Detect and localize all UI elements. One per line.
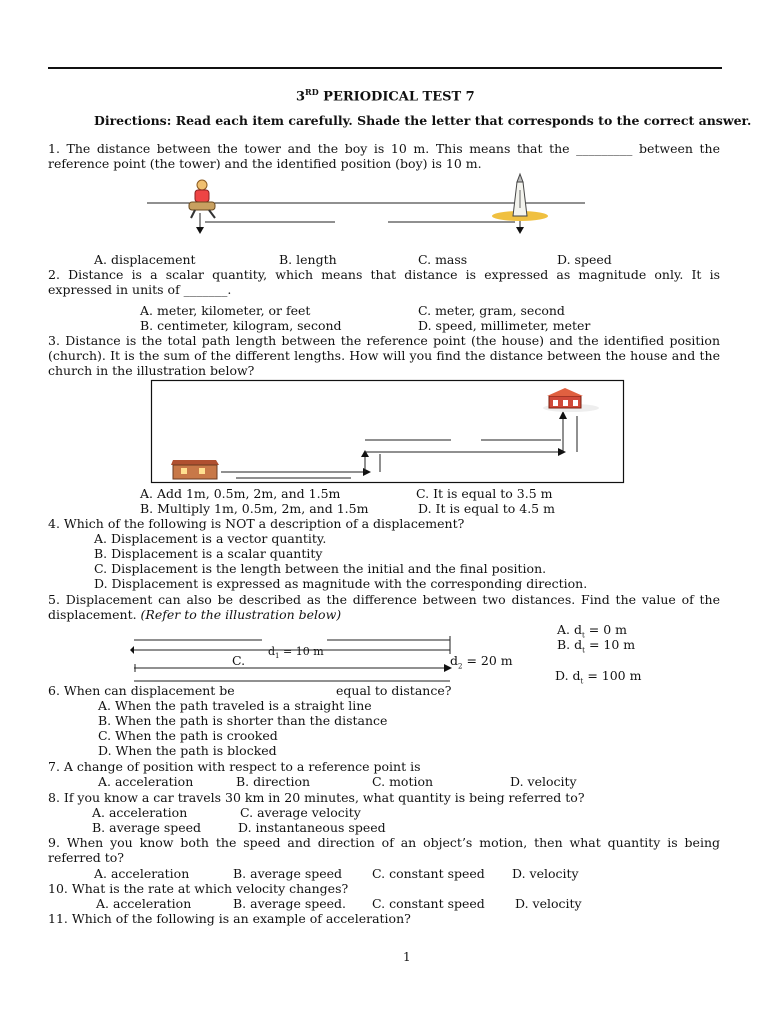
tower-icon bbox=[492, 174, 548, 221]
question-10: 10. What is the rate at which velocity changes? bbox=[48, 881, 349, 896]
question-9: 9. When you know both the speed and direction of an object’s motion, then what quantity is being referred to? bbox=[48, 835, 720, 865]
question-2: 2. Distance is a scalar quantity, which means that distance is expressed as magnitude only. It is expressed in units of _______. bbox=[48, 267, 720, 297]
q1-option-b[interactable]: B. length bbox=[279, 252, 337, 267]
question-4: 4. Which of the following is NOT a description of a displacement? bbox=[48, 516, 465, 531]
q6-option-c[interactable]: C. When the path is crooked bbox=[98, 728, 278, 743]
q7-option-d[interactable]: D. velocity bbox=[510, 774, 577, 789]
q3-illustration bbox=[151, 380, 625, 484]
q3-option-c[interactable]: C. It is equal to 3.5 m bbox=[416, 486, 553, 501]
q3-option-a[interactable]: A. Add 1m, 0.5m, 2m, and 1.5m bbox=[140, 486, 341, 501]
q8-option-b[interactable]: B. average speed bbox=[92, 820, 202, 835]
q5-option-a[interactable]: A. $d_t = 0$ m bbox=[557, 622, 628, 640]
boy-icon bbox=[189, 180, 215, 218]
arrow-right-icon bbox=[558, 448, 566, 456]
question-11: 11. Which of the following is an example of acceleration? bbox=[48, 911, 411, 926]
q8-option-c[interactable]: C. average velocity bbox=[240, 805, 361, 820]
top-rule bbox=[48, 67, 722, 69]
test-title: 3RD PERIODICAL TEST 7 bbox=[296, 87, 475, 105]
question-5: 5. Displacement can also be described as the difference between two distances. Find the value of the displacement. (Refer to the illustration below) bbox=[48, 592, 720, 622]
house-icon bbox=[171, 460, 219, 479]
q9-option-b[interactable]: B. average speed bbox=[233, 866, 343, 881]
q1-illustration bbox=[145, 178, 595, 238]
question-7: 7. A change of position with respect to a reference point is bbox=[48, 759, 421, 774]
q5-d1-label: $d_1 = 10$ m bbox=[268, 645, 324, 661]
q8-option-d[interactable]: D. instantaneous speed bbox=[238, 820, 386, 835]
q4-option-c[interactable]: C. Displacement is the length between the initial and the final position. bbox=[94, 561, 547, 576]
arrow-down-icon bbox=[516, 227, 524, 234]
arrow-up-icon bbox=[559, 411, 567, 419]
q2-option-b[interactable]: B. centimeter, kilogram, second bbox=[140, 318, 342, 333]
q2-option-d[interactable]: D. speed, millimeter, meter bbox=[418, 318, 591, 333]
q10-option-d[interactable]: D. velocity bbox=[515, 896, 582, 911]
q4-option-d[interactable]: D. Displacement is expressed as magnitude with the corresponding direction. bbox=[94, 576, 588, 591]
question-8: 8. If you know a car travels 30 km in 20 minutes, what quantity is being referred to? bbox=[48, 790, 585, 805]
page-number: 1 bbox=[403, 950, 411, 964]
question-1: 1. The distance between the tower and the boy is 10 m. This means that the _________ between the reference point (the tower) and the identified position (boy) is 10 m. bbox=[48, 141, 720, 171]
question-3: 3. Distance is the total path length between the reference point (the house) and the identified position (church). It is the sum of the different lengths. How will you find the distance between the house and the church in the illustration below? bbox=[48, 333, 720, 378]
q6-option-a[interactable]: A. When the path traveled is a straight line bbox=[98, 698, 372, 713]
q3-option-b[interactable]: B. Multiply 1m, 0.5m, 2m, and 1.5m bbox=[140, 501, 369, 516]
q9-option-d[interactable]: D. velocity bbox=[512, 866, 579, 881]
q2-option-c[interactable]: C. meter, gram, second bbox=[418, 303, 565, 318]
q3-option-d[interactable]: D. It is equal to 4.5 m bbox=[418, 501, 555, 516]
directions: Directions: Read each item carefully. Shade the letter that corresponds to the correct answer. bbox=[94, 113, 752, 128]
q10-option-b[interactable]: B. average speed. bbox=[233, 896, 347, 911]
q1-option-c[interactable]: C. mass bbox=[418, 252, 468, 267]
q7-option-a[interactable]: A. acceleration bbox=[98, 774, 194, 789]
q6-option-d[interactable]: D. When the path is blocked bbox=[98, 743, 277, 758]
q1-option-d[interactable]: D. speed bbox=[557, 252, 612, 267]
q9-option-c[interactable]: C. constant speed bbox=[372, 866, 485, 881]
q5-option-b[interactable]: B. $d_t = 10$ m bbox=[557, 637, 636, 655]
q7-option-c[interactable]: C. motion bbox=[372, 774, 434, 789]
q4-option-b[interactable]: B. Displacement is a scalar quantity bbox=[94, 546, 323, 561]
church-icon bbox=[543, 388, 599, 412]
arrow-down-icon bbox=[196, 227, 204, 234]
arrow-right-icon bbox=[363, 468, 371, 476]
q9-option-a[interactable]: A. acceleration bbox=[94, 866, 190, 881]
question-6-part-b: equal to distance? bbox=[336, 683, 452, 698]
q5-option-d[interactable]: D. $d_t = 100$ m bbox=[555, 668, 642, 686]
q2-option-a[interactable]: A. meter, kilometer, or feet bbox=[140, 303, 311, 318]
q10-option-c[interactable]: C. constant speed bbox=[372, 896, 485, 911]
q10-option-a[interactable]: A. acceleration bbox=[96, 896, 192, 911]
arrow-up-icon bbox=[361, 450, 369, 457]
q6-option-b[interactable]: B. When the path is shorter than the distance bbox=[98, 713, 388, 728]
q5-option-c[interactable]: C. bbox=[232, 653, 246, 668]
q8-option-a[interactable]: A. acceleration bbox=[92, 805, 188, 820]
q1-option-a[interactable]: A. displacement bbox=[94, 252, 196, 267]
question-6-part-a: 6. When can displacement be bbox=[48, 683, 235, 698]
q7-option-b[interactable]: B. direction bbox=[236, 774, 311, 789]
q5-d2-label: $d_2 = 20$ m bbox=[450, 653, 513, 671]
q4-option-a[interactable]: A. Displacement is a vector quantity. bbox=[94, 531, 327, 546]
